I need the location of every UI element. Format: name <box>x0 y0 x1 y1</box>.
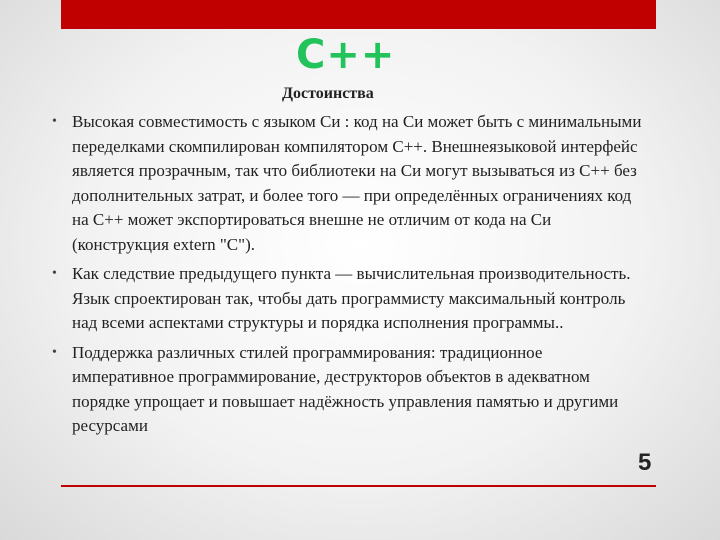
bottom-divider <box>61 485 656 487</box>
bullet-text: Как следствие предыдущего пункта — вычислительная производительность. Язык спроектирован так, чтобы дать программисту максимальный контроль над всеми аспектами структуры и порядка исполнения программы.. <box>72 264 631 332</box>
bullet-item <box>52 110 642 257</box>
bullet-text: Поддержка различных стилей программирования: традиционное императивное программирование, деструкторов объектов в адекватном порядке упрощает и повышает надёжность управления памятью и другими ресурсами <box>72 342 619 435</box>
cpp-logo: C++ <box>296 32 396 78</box>
bullet-icon: • <box>52 114 57 129</box>
bullet-icon: • <box>52 266 57 281</box>
page-number: 5 <box>638 449 652 476</box>
bullet-icon: • <box>52 344 57 360</box>
bullet-item <box>52 341 642 439</box>
bullet-item <box>52 262 642 336</box>
slide-subtitle: Достоинства <box>282 85 374 102</box>
bullet-text: Высокая совместимость с языком Си : код на Си может быть с минимальными переделками скомпилирован компилятором C++. Внешнеязыковой интерфейс является прозрачным, так что библиотеки на Си могут вызываться из C++ без дополнительных затрат, и более того — при определённых ограничениях код на C++ может экспортироваться внешне не отличим от кода на Си (конструкция extern "C"). <box>72 112 642 254</box>
top-accent-bar <box>61 0 656 29</box>
bullet-list <box>52 110 642 444</box>
